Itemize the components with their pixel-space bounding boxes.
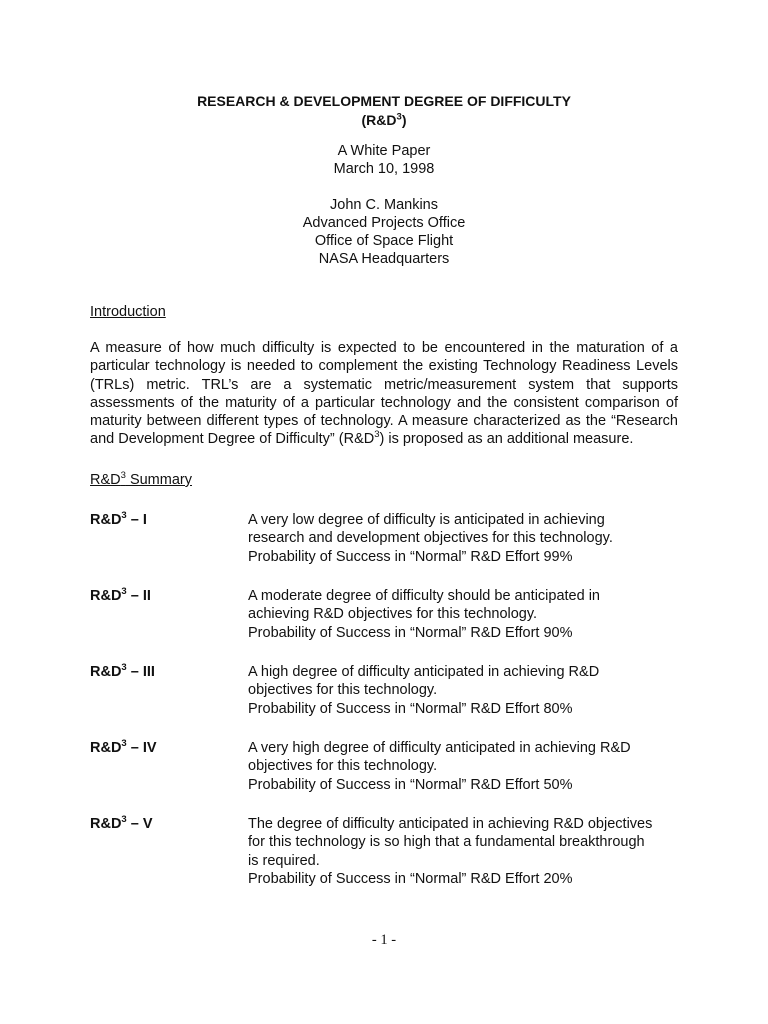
level-probability: Probability of Success in “Normal” R&D Effort 99%: [248, 548, 573, 565]
author-affiliation-3: NASA Headquarters: [318, 251, 450, 267]
level-probability: Probability of Success in “Normal” R&D Effort 80%: [248, 700, 573, 717]
level-row-1: [90, 511, 690, 581]
level-row-4: [90, 739, 690, 809]
level-description-line: A very high degree of difficulty anticipated in achieving R&D: [248, 740, 631, 756]
level-probability: Probability of Success in “Normal” R&D Effort 90%: [248, 624, 573, 641]
level-description-line: A very low degree of difficulty is anticipated in achieving: [248, 512, 605, 528]
level-label: $R\&D^3$ – V: [90, 814, 153, 832]
level-label: $R\&D^3$ – III: [90, 662, 155, 680]
level-description-line: A moderate degree of difficulty should be anticipated in: [248, 588, 600, 604]
level-description: [248, 663, 688, 718]
level-description-line: research and development objectives for this technology.: [248, 530, 613, 547]
level-description-line: The degree of difficulty anticipated in achieving R&D objectives: [248, 816, 653, 832]
level-description-line: objectives for this technology.: [248, 682, 438, 699]
level-row-5: [90, 815, 690, 905]
level-description: [248, 511, 688, 566]
level-description-line: A high degree of difficulty anticipated in achieving R&D: [248, 664, 600, 680]
level-row-2: [90, 587, 690, 657]
level-description-line: objectives for this technology.: [248, 758, 438, 775]
summary-heading: $R\&D^3$ Summary: [90, 470, 192, 488]
document-type: A White Paper: [337, 143, 431, 159]
author-affiliation-1: Advanced Projects Office: [302, 215, 466, 231]
level-description: [248, 815, 688, 888]
author-name: John C. Mankins: [330, 197, 438, 213]
level-description: [248, 587, 688, 642]
level-description-line: is required.: [248, 852, 320, 869]
document-abbreviation: $(R\&D^3)$: [361, 111, 407, 128]
level-label: $R\&D^3$ – IV: [90, 738, 157, 756]
level-description-line: for this technology is so high that a fundamental breakthrough: [248, 834, 645, 851]
document-date: March 10, 1998: [333, 161, 435, 177]
level-label: $R\&D^3$ – II: [90, 586, 151, 604]
level-description: [248, 739, 688, 794]
introduction-heading: Introduction: [90, 304, 166, 320]
level-row-3: [90, 663, 690, 733]
introduction-paragraph: A measure of how much difficulty is expected to be encountered in the maturation of a particular technology is needed to complement the existing Technology Readiness Levels (TRLs) metric. TRL’s are a systematic metric/measurement system that supports assessments of the maturity of a particular technology and the consistent comparison of maturity between different types of technology. A measure characterized as the “Research and Development Degree of Difficulty” $(R\&D^3)$ is proposed as an additional measure.: [90, 340, 678, 448]
level-probability: Probability of Success in “Normal” R&D Effort 20%: [248, 870, 573, 887]
level-description-line: achieving R&D objectives for this technology.: [248, 606, 538, 623]
author-affiliation-2: Office of Space Flight: [314, 233, 454, 249]
level-probability: Probability of Success in “Normal” R&D Effort 50%: [248, 776, 573, 793]
page-number: - 1 -: [371, 932, 397, 948]
level-label: $R\&D^3$ – I: [90, 510, 147, 528]
document-title: RESEARCH & DEVELOPMENT DEGREE OF DIFFICULTY: [197, 93, 571, 109]
